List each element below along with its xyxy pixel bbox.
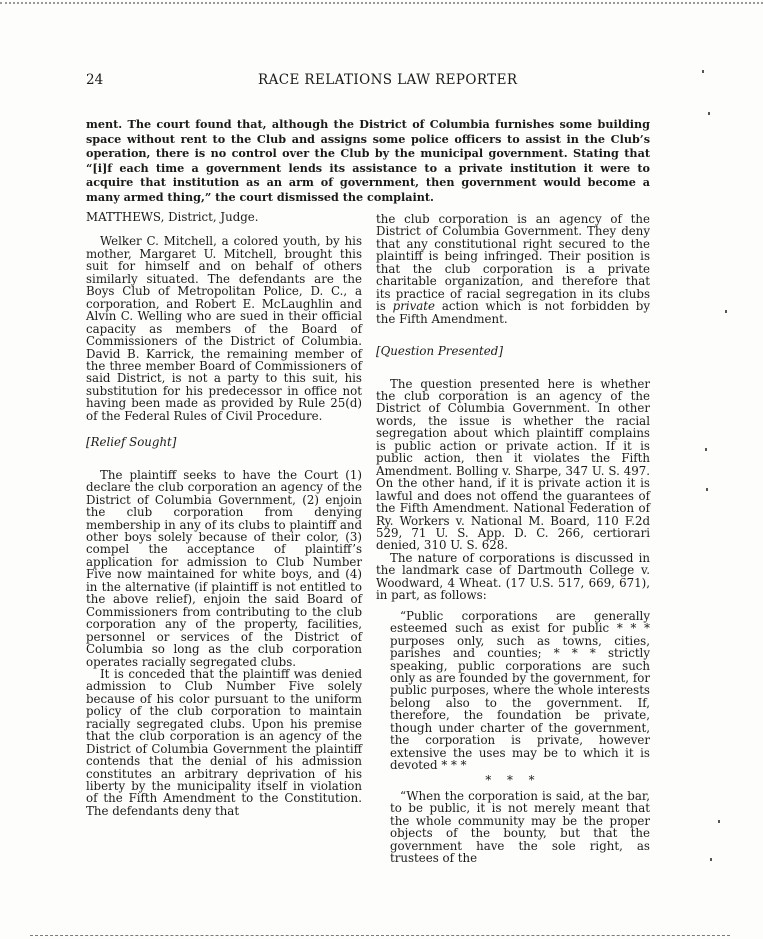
left-column (86, 211, 362, 817)
bottom-scan-border (30, 935, 730, 936)
scan-speck (725, 310, 727, 313)
scan-speck (706, 488, 708, 491)
paragraph: It is conceded that the plaintiff was denied admission to Club Number Five solely because of his color pursuant to the uniform policy of the club corporation to maintain racially segregated clubs. Upon his premise that the club corporation is an agency of the District of Columbia Government the plaintiff contends that the denial of his admission constitutes an arbitrary deprivation of his liberty by the municipality itself in violation of the Fifth Amendment to the Constitution. The defendants deny that (86, 666, 362, 818)
block-quote: “When the corporation is said, at the bar, to be public, it is not merely meant that the whole community may be the proper objects of the bounty, but that the government have the sole right, as trustees of the (390, 789, 650, 866)
scan-speck (718, 820, 720, 823)
top-scan-border (0, 2, 763, 4)
block-quote: “Public corporations are generally esteemed such as exist for public * * * purposes only, such as towns, cities, parishes and counties; * * * strictly speaking, public corporations are such only as are founded by the government, for public purposes, where the whole interests belong also to the government. If, therefore, the foundation be private, though under charter of the government, the corporation is private, however extensive the uses may be to which it is devoted * * * (390, 608, 650, 773)
paragraph: The question presented here is whether the club corporation is an agency of the District of Columbia Government. In other words, the issue is whether the racial segregation about which plaintiff complains is public action or private action. If it is public action, then it violates the Fifth Amendment. Bolling v. Sharpe, 347 U. S. 497. On the other hand, if it is private action it is lawful and does not offend the guarantees of the Fifth Amendment. National Federation of Ry. Workers v. National M. Board, 110 F.2d 529, 71 U. S. App. D. C. 266, certiorari denied, 310 U. S. 628. (376, 376, 650, 553)
page-number: 24 (86, 72, 104, 88)
section-heading-question: [Question Presented] (376, 344, 503, 359)
paragraph: Welker C. Mitchell, a colored youth, by his mother, Margaret U. Mitchell, brought this suit for himself and on behalf of others similarly situated. The defendants are the Boys Club of Metropolitan Police, D. C., a corporation, and Robert E. McLaughlin and Alvin C. Welling who are sued in their official capacity as members of the Board of Commissioners of the District of Columbia. David B. Karrick, the remaining member of the three member Board of Commissioners of said District, is not a party to this suit, his substitution for his predecessor in office not having been made as provided by Rule 25(d) of the Federal Rules of Civil Procedure. (86, 234, 362, 423)
paragraph: The nature of corporations is discussed in the landmark case of Dartmouth College v. Woodward, 4 Wheat. (17 U.S. 517, 669, 671), in part, as follows: (376, 550, 650, 603)
judge-line: MATTHEWS, District, Judge. (86, 210, 259, 224)
emphasis-private: private (392, 299, 436, 314)
headnote: ment. The court found that, although the District of Columbia furnishes some building space without rent to the Club and assigns some police officers to assist in the Club’s operation, there is no control over the Club by the municipal government. Stating that “[i]f each time a government lends its assistance to a private institution it were to acquire that institution as an arm of government, then government would become a many armed thing,” the court dismissed the complaint. (86, 117, 650, 204)
paragraph: The plaintiff seeks to have the Court (1) declare the club corporation an agency of the District of Columbia Government, (2) enjoin the club corporation from denying membership in any of its clubs to plaintiff and other boys solely because of their color, (3) compel the acceptance of plaintiff’s application for admission to Club Number Five now maintained for white boys, and (4) in the alternative (if plaintiff is not entitled to the above relief), enjoin the said Board of Commissioners from contributing to the club corporation any of the property, facilities, personnel or services of the District of Columbia so long as the club corporation operates racially segregated clubs. (86, 467, 362, 669)
paragraph (376, 213, 650, 325)
scan-speck (702, 70, 704, 73)
ellipsis-stars: * * * (485, 772, 541, 787)
right-column (376, 213, 650, 865)
running-head: RACE RELATIONS LAW REPORTER (258, 72, 518, 88)
section-heading-relief: [Relief Sought] (86, 435, 177, 450)
scan-speck (705, 448, 707, 451)
scan-speck (710, 858, 712, 861)
text-run: action which is not forbidden by the Fifth Amendment. (376, 299, 651, 326)
scan-speck (708, 112, 710, 115)
text-run: the club corporation is an agency of the District of Columbia Government. They deny that any constitutional right secured to the plaintiff is being infringed. Their position is that the club corporation is a private charitable organization, and therefore that its practice of racial segregation in its clubs is (376, 212, 650, 314)
